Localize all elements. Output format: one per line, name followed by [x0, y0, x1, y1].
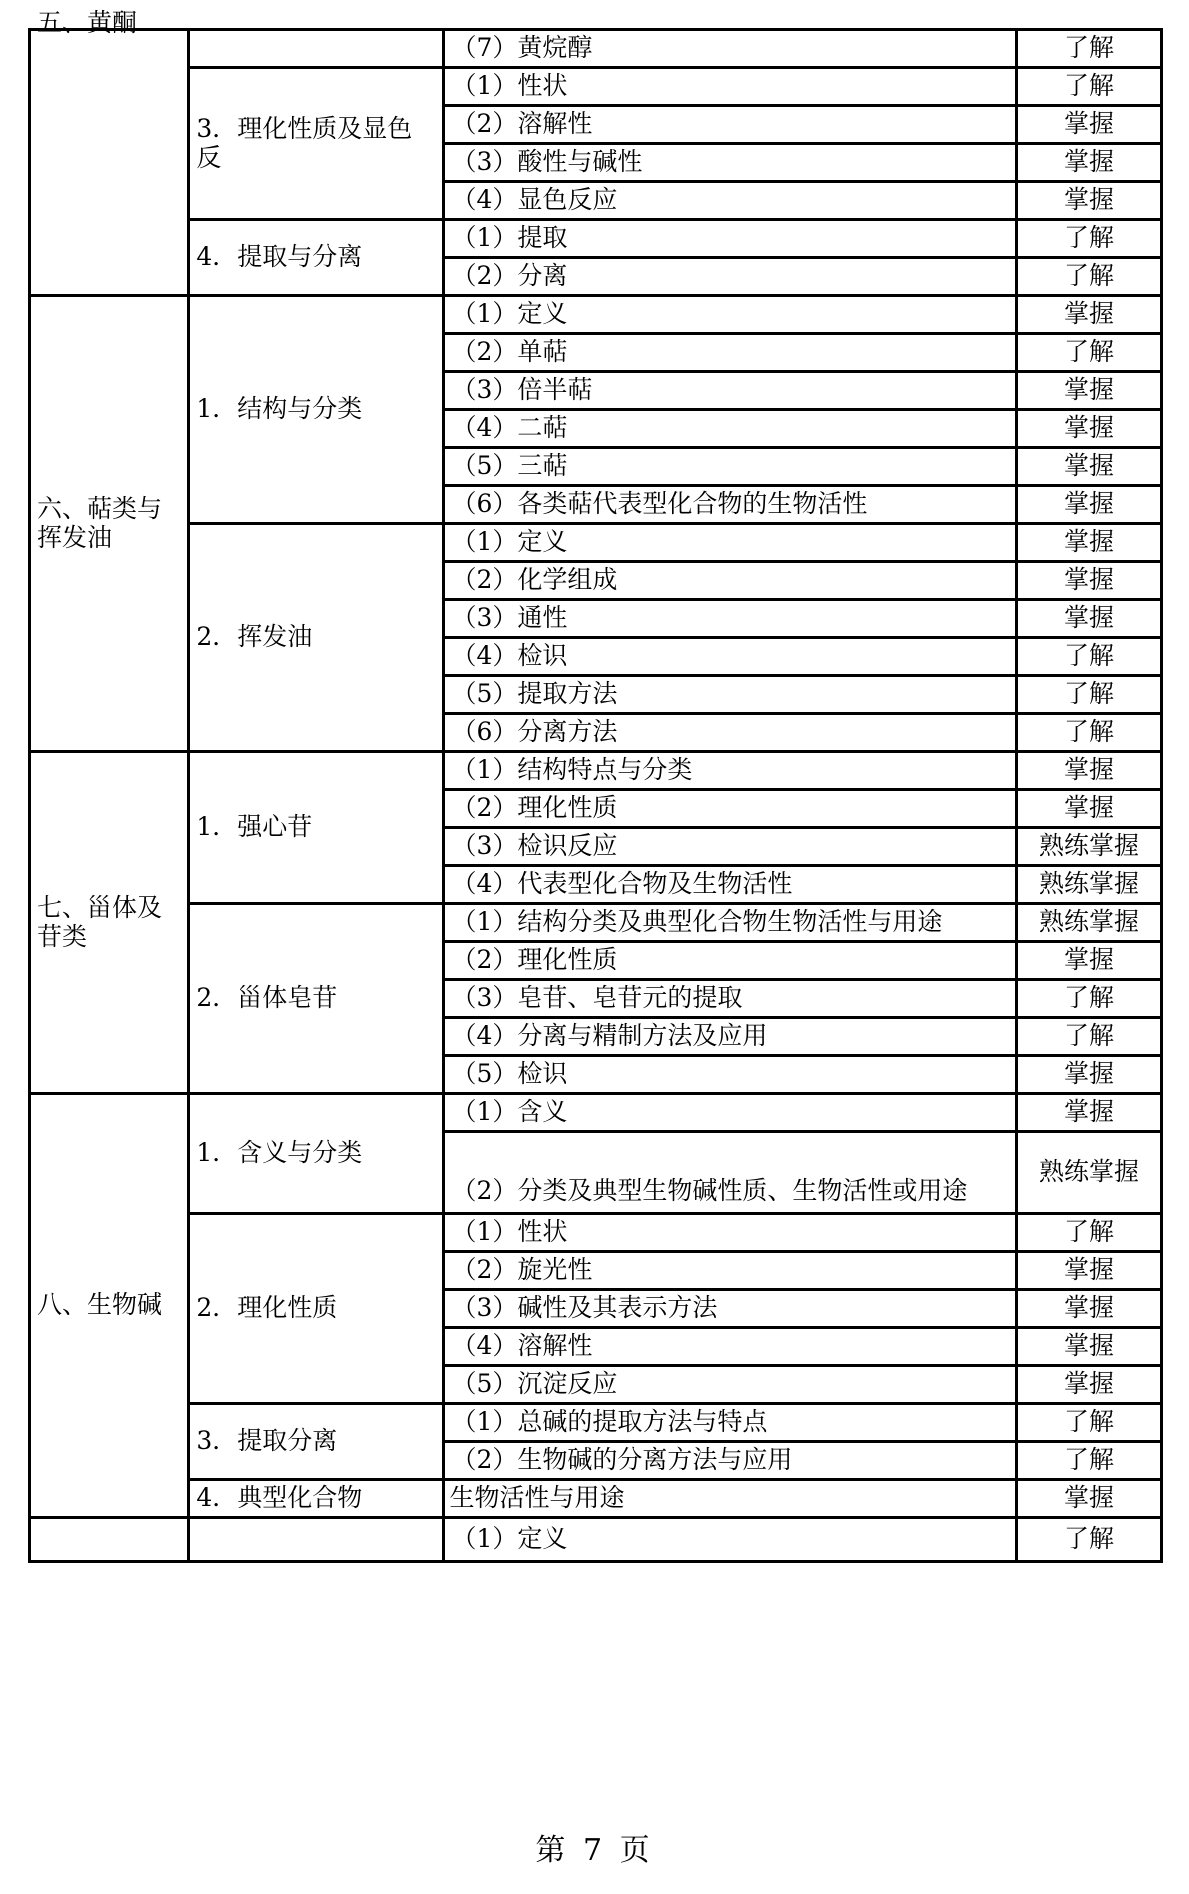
table-row	[30, 1518, 1162, 1562]
point-cell: （2）理化性质	[444, 942, 1017, 980]
requirement-cell: 掌握	[1017, 106, 1162, 144]
requirement-cell: 了解	[1017, 1518, 1162, 1562]
unit-label-clipped: 五、黄酮	[37, 8, 138, 37]
requirement-cell: 了解	[1017, 68, 1162, 106]
requirement-cell: 掌握	[1017, 1290, 1162, 1328]
requirement-cell: 掌握	[1017, 1094, 1162, 1132]
point-cell: （2）生物碱的分离方法与应用	[444, 1442, 1017, 1480]
unit-cell	[30, 1518, 189, 1562]
requirement-cell: 了解	[1017, 714, 1162, 752]
table-row	[30, 220, 1162, 258]
requirement-cell: 掌握	[1017, 410, 1162, 448]
table-row	[30, 1214, 1162, 1252]
topic-cell: 2．挥发油	[189, 524, 444, 752]
requirement-cell: 掌握	[1017, 1056, 1162, 1094]
point-cell: （3）酸性与碱性	[444, 144, 1017, 182]
point-cell: （3）通性	[444, 600, 1017, 638]
topic-cell: 1．含义与分类	[189, 1094, 444, 1214]
point-cell: （5）沉淀反应	[444, 1366, 1017, 1404]
point-cell: （3）碱性及其表示方法	[444, 1290, 1017, 1328]
topic-cell: 3．提取分离	[189, 1404, 444, 1480]
point-cell: （2）单萜	[444, 334, 1017, 372]
point-cell: （4）溶解性	[444, 1328, 1017, 1366]
point-cell: 生物活性与用途	[444, 1480, 1017, 1518]
unit-cell	[30, 8, 189, 296]
requirement-cell: 了解	[1017, 638, 1162, 676]
point-cell: （4）显色反应	[444, 182, 1017, 220]
requirement-cell: 掌握	[1017, 942, 1162, 980]
topic-cell: 1．结构与分类	[189, 296, 444, 524]
point-cell: （3）检识反应	[444, 828, 1017, 866]
requirement-cell: 掌握	[1017, 1480, 1162, 1518]
point-cell: （3）倍半萜	[444, 372, 1017, 410]
topic-cell: 2．甾体皂苷	[189, 904, 444, 1094]
point-cell: （1）结构特点与分类	[444, 752, 1017, 790]
point-cell: （1）定义	[444, 524, 1017, 562]
requirement-cell: 掌握	[1017, 144, 1162, 182]
requirement-cell: 掌握	[1017, 562, 1162, 600]
table-row	[30, 524, 1162, 562]
point-cell: （4）分离与精制方法及应用	[444, 1018, 1017, 1056]
requirement-cell: 熟练掌握	[1017, 1132, 1162, 1214]
requirement-cell: 掌握	[1017, 1366, 1162, 1404]
point-cell: （1）总碱的提取方法与特点	[444, 1404, 1017, 1442]
requirement-cell: 掌握	[1017, 790, 1162, 828]
point-cell: （2）旋光性	[444, 1252, 1017, 1290]
point-cell: （1）性状	[444, 1214, 1017, 1252]
point-cell: （1）含义	[444, 1094, 1017, 1132]
point-cell: （6）分离方法	[444, 714, 1017, 752]
point-cell: （5）三萜	[444, 448, 1017, 486]
point-cell: （4）二萜	[444, 410, 1017, 448]
table-row	[30, 1480, 1162, 1518]
unit-cell: 七、甾体及苷类	[30, 752, 189, 1094]
point-cell: （1）性状	[444, 68, 1017, 106]
topic-cell: 3．理化性质及显色反	[189, 68, 444, 220]
page-footer: 第 7 页	[535, 1833, 654, 1868]
requirement-cell: 掌握	[1017, 600, 1162, 638]
requirement-cell: 熟练掌握	[1017, 866, 1162, 904]
point-cell: （2）分离	[444, 258, 1017, 296]
point-cell: （1）提取	[444, 220, 1017, 258]
requirement-cell: 掌握	[1017, 486, 1162, 524]
point-cell: （7）黄烷醇	[444, 30, 1017, 68]
point-cell: （2）分类及典型生物碱性质、生物活性或用途	[444, 1132, 1017, 1214]
table-row	[30, 68, 1162, 106]
point-cell: （3）皂苷、皂苷元的提取	[444, 980, 1017, 1018]
unit-cell: 六、萜类与挥发油	[30, 296, 189, 752]
point-cell: （4）检识	[444, 638, 1017, 676]
requirement-cell: 掌握	[1017, 372, 1162, 410]
table-row	[30, 1404, 1162, 1442]
requirement-cell: 掌握	[1017, 1328, 1162, 1366]
point-cell: （5）检识	[444, 1056, 1017, 1094]
requirement-cell: 掌握	[1017, 182, 1162, 220]
requirement-cell: 掌握	[1017, 296, 1162, 334]
table-row	[30, 296, 1162, 334]
requirement-cell: 了解	[1017, 1214, 1162, 1252]
requirement-cell: 了解	[1017, 220, 1162, 258]
unit-cell: 八、生物碱	[30, 1094, 189, 1518]
requirement-cell: 了解	[1017, 676, 1162, 714]
requirement-cell: 掌握	[1017, 752, 1162, 790]
requirement-cell: 了解	[1017, 30, 1162, 68]
topic-cell: 2．理化性质	[189, 1214, 444, 1404]
requirement-cell: 了解	[1017, 334, 1162, 372]
topic-cell	[189, 1518, 444, 1562]
requirement-cell: 掌握	[1017, 524, 1162, 562]
point-cell: （1）定义	[444, 1518, 1017, 1562]
table-row	[30, 904, 1162, 942]
requirement-cell: 熟练掌握	[1017, 828, 1162, 866]
syllabus-table	[28, 8, 1163, 1563]
table-row	[30, 30, 1162, 68]
topic-cell: 4．典型化合物	[189, 1480, 444, 1518]
requirement-cell: 掌握	[1017, 448, 1162, 486]
requirement-cell: 熟练掌握	[1017, 904, 1162, 942]
point-cell: （2）理化性质	[444, 790, 1017, 828]
topic-cell: 1．强心苷	[189, 752, 444, 904]
table-row	[30, 1094, 1162, 1132]
requirement-cell: 了解	[1017, 980, 1162, 1018]
point-cell: （2）化学组成	[444, 562, 1017, 600]
table-row	[30, 752, 1162, 790]
requirement-cell: 了解	[1017, 1018, 1162, 1056]
requirement-cell: 了解	[1017, 258, 1162, 296]
requirement-cell: 掌握	[1017, 1252, 1162, 1290]
topic-cell	[189, 30, 444, 68]
requirement-cell: 了解	[1017, 1442, 1162, 1480]
point-cell: （2）溶解性	[444, 106, 1017, 144]
point-cell: （4）代表型化合物及生物活性	[444, 866, 1017, 904]
topic-cell: 4．提取与分离	[189, 220, 444, 296]
point-cell: （1）定义	[444, 296, 1017, 334]
point-cell: （6）各类萜代表型化合物的生物活性	[444, 486, 1017, 524]
point-cell: （1）结构分类及典型化合物生物活性与用途	[444, 904, 1017, 942]
requirement-cell: 了解	[1017, 1404, 1162, 1442]
point-cell: （5）提取方法	[444, 676, 1017, 714]
